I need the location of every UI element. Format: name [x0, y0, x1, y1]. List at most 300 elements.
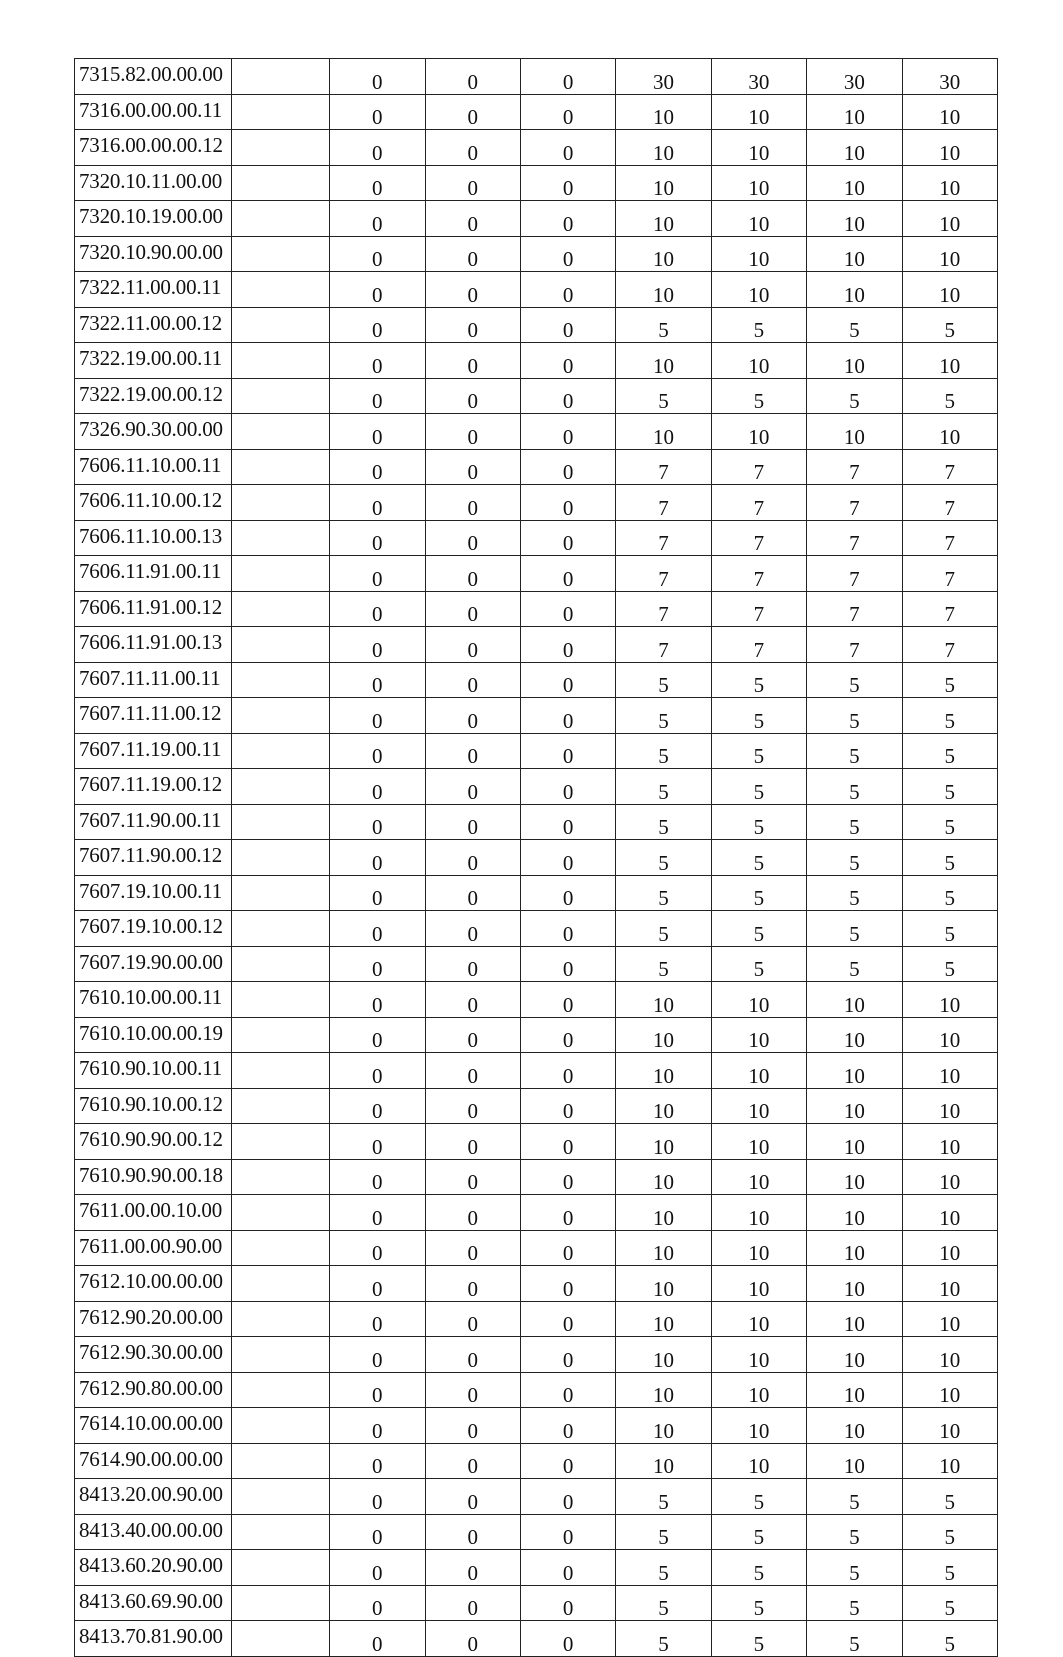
rate-cell: 10 [807, 94, 902, 130]
rate-cell: 0 [520, 1053, 615, 1089]
empty-cell [231, 236, 329, 272]
empty-cell [231, 485, 329, 521]
rate-cell: 0 [520, 1124, 615, 1160]
rate-cell: 10 [616, 94, 711, 130]
rate-cell: 10 [902, 1159, 997, 1195]
rate-cell: 0 [425, 591, 520, 627]
empty-cell [231, 1017, 329, 1053]
rate-cell: 7 [616, 591, 711, 627]
rate-cell: 0 [425, 733, 520, 769]
rate-cell: 0 [330, 1266, 425, 1302]
rate-cell: 0 [330, 1230, 425, 1266]
rate-cell: 10 [902, 1017, 997, 1053]
rate-cell: 5 [616, 307, 711, 343]
tariff-code-cell: 7606.11.91.00.12 [75, 591, 232, 627]
tariff-code-cell: 7610.90.10.00.11 [75, 1053, 232, 1089]
rate-cell: 0 [330, 1088, 425, 1124]
rate-cell: 10 [616, 1053, 711, 1089]
empty-cell [231, 946, 329, 982]
tariff-code-cell: 7611.00.00.10.00 [75, 1195, 232, 1231]
empty-cell [231, 662, 329, 698]
table-row [75, 1621, 998, 1657]
empty-cell [231, 1408, 329, 1444]
tariff-code-cell: 7326.90.30.00.00 [75, 414, 232, 450]
rate-cell: 10 [616, 1337, 711, 1373]
rate-cell: 0 [330, 556, 425, 592]
empty-cell [231, 1159, 329, 1195]
rate-cell: 0 [520, 840, 615, 876]
rate-cell: 5 [616, 733, 711, 769]
rate-cell: 10 [902, 1266, 997, 1302]
rate-cell: 5 [902, 733, 997, 769]
rate-cell: 0 [520, 1088, 615, 1124]
tariff-rate-table [74, 58, 998, 1657]
rate-cell: 5 [807, 378, 902, 414]
rate-cell: 0 [425, 165, 520, 201]
rate-cell: 10 [711, 982, 806, 1018]
rate-cell: 0 [425, 378, 520, 414]
rate-cell: 0 [425, 804, 520, 840]
rate-cell: 0 [425, 520, 520, 556]
tariff-code-cell: 7606.11.91.00.11 [75, 556, 232, 592]
rate-cell: 7 [711, 627, 806, 663]
rate-cell: 0 [520, 1230, 615, 1266]
rate-cell: 0 [520, 946, 615, 982]
rate-cell: 5 [711, 307, 806, 343]
table-row [75, 520, 998, 556]
rate-cell: 0 [425, 946, 520, 982]
empty-cell [231, 343, 329, 379]
rate-cell: 10 [902, 1408, 997, 1444]
rate-cell: 0 [520, 1479, 615, 1515]
rate-cell: 0 [520, 59, 615, 95]
rate-cell: 10 [616, 1195, 711, 1231]
rate-cell: 5 [711, 733, 806, 769]
rate-cell: 0 [330, 485, 425, 521]
rate-cell: 0 [425, 236, 520, 272]
rate-cell: 0 [330, 840, 425, 876]
rate-cell: 10 [807, 1159, 902, 1195]
rate-cell: 0 [520, 165, 615, 201]
table-row [75, 165, 998, 201]
rate-cell: 0 [425, 698, 520, 734]
rate-cell: 0 [425, 1621, 520, 1657]
rate-cell: 0 [520, 1159, 615, 1195]
rate-cell: 0 [425, 840, 520, 876]
rate-cell: 7 [902, 520, 997, 556]
rate-cell: 0 [425, 627, 520, 663]
rate-cell: 0 [520, 698, 615, 734]
rate-cell: 7 [616, 485, 711, 521]
empty-cell [231, 1337, 329, 1373]
table-row [75, 1408, 998, 1444]
rate-cell: 10 [616, 1443, 711, 1479]
table-row [75, 378, 998, 414]
table-row [75, 946, 998, 982]
rate-cell: 5 [807, 804, 902, 840]
empty-cell [231, 556, 329, 592]
rate-cell: 10 [616, 1124, 711, 1160]
rate-cell: 5 [616, 1479, 711, 1515]
rate-cell: 10 [902, 982, 997, 1018]
table-row [75, 698, 998, 734]
tariff-code-cell: 7320.10.11.00.00 [75, 165, 232, 201]
rate-cell: 5 [616, 662, 711, 698]
rate-cell: 10 [711, 1088, 806, 1124]
rate-cell: 7 [902, 449, 997, 485]
rate-cell: 5 [711, 804, 806, 840]
rate-cell: 0 [520, 627, 615, 663]
rate-cell: 5 [616, 946, 711, 982]
rate-cell: 10 [807, 1337, 902, 1373]
rate-cell: 10 [711, 1408, 806, 1444]
rate-cell: 0 [330, 59, 425, 95]
rate-cell: 10 [902, 165, 997, 201]
rate-cell: 0 [330, 1408, 425, 1444]
rate-cell: 0 [520, 130, 615, 166]
rate-cell: 10 [902, 1088, 997, 1124]
rate-cell: 5 [902, 307, 997, 343]
rate-cell: 7 [616, 627, 711, 663]
empty-cell [231, 911, 329, 947]
rate-cell: 10 [807, 165, 902, 201]
empty-cell [231, 1053, 329, 1089]
rate-cell: 10 [902, 1053, 997, 1089]
table-row [75, 130, 998, 166]
tariff-code-cell: 7607.11.19.00.11 [75, 733, 232, 769]
rate-cell: 5 [807, 1479, 902, 1515]
rate-cell: 0 [520, 94, 615, 130]
rate-cell: 10 [711, 201, 806, 237]
rate-cell: 10 [711, 1337, 806, 1373]
rate-cell: 7 [711, 591, 806, 627]
table-row [75, 1017, 998, 1053]
rate-cell: 10 [807, 1017, 902, 1053]
rate-cell: 10 [902, 1372, 997, 1408]
rate-cell: 10 [902, 1337, 997, 1373]
table-row [75, 1088, 998, 1124]
rate-cell: 0 [520, 591, 615, 627]
table-row [75, 875, 998, 911]
table-row [75, 485, 998, 521]
table-row [75, 1550, 998, 1586]
rate-cell: 0 [330, 982, 425, 1018]
empty-cell [231, 272, 329, 308]
table-row [75, 769, 998, 805]
rate-cell: 5 [902, 662, 997, 698]
tariff-code-cell: 7322.19.00.00.11 [75, 343, 232, 379]
rate-cell: 5 [902, 769, 997, 805]
rate-cell: 0 [520, 1621, 615, 1657]
rate-cell: 5 [807, 662, 902, 698]
rate-cell: 5 [711, 1585, 806, 1621]
rate-cell: 5 [807, 1585, 902, 1621]
rate-cell: 10 [807, 982, 902, 1018]
empty-cell [231, 627, 329, 663]
tariff-code-cell: 7606.11.10.00.11 [75, 449, 232, 485]
rate-cell: 0 [330, 1443, 425, 1479]
rate-cell: 0 [425, 1408, 520, 1444]
empty-cell [231, 307, 329, 343]
rate-cell: 10 [807, 343, 902, 379]
tariff-code-cell: 7614.90.00.00.00 [75, 1443, 232, 1479]
table-row [75, 272, 998, 308]
rate-cell: 0 [520, 307, 615, 343]
table-row [75, 94, 998, 130]
rate-cell: 10 [616, 343, 711, 379]
rate-cell: 10 [902, 1124, 997, 1160]
table-row [75, 804, 998, 840]
rate-cell: 10 [616, 414, 711, 450]
rate-cell: 0 [425, 1266, 520, 1302]
rate-cell: 0 [520, 1337, 615, 1373]
rate-cell: 5 [616, 1550, 711, 1586]
rate-cell: 5 [902, 875, 997, 911]
empty-cell [231, 130, 329, 166]
rate-cell: 0 [425, 662, 520, 698]
table-row [75, 591, 998, 627]
rate-cell: 10 [711, 1301, 806, 1337]
tariff-code-cell: 7610.10.00.00.19 [75, 1017, 232, 1053]
tariff-code-cell: 7316.00.00.00.12 [75, 130, 232, 166]
rate-cell: 10 [902, 236, 997, 272]
tariff-code-cell: 7607.11.11.00.12 [75, 698, 232, 734]
rate-cell: 10 [807, 1124, 902, 1160]
rate-cell: 0 [330, 1479, 425, 1515]
rate-cell: 5 [902, 804, 997, 840]
empty-cell [231, 769, 329, 805]
tariff-code-cell: 7612.90.20.00.00 [75, 1301, 232, 1337]
empty-cell [231, 698, 329, 734]
rate-cell: 0 [330, 946, 425, 982]
rate-cell: 10 [807, 1266, 902, 1302]
rate-cell: 10 [807, 1230, 902, 1266]
rate-cell: 0 [520, 236, 615, 272]
rate-cell: 5 [616, 804, 711, 840]
rate-cell: 0 [425, 1124, 520, 1160]
rate-cell: 5 [902, 378, 997, 414]
rate-cell: 0 [330, 591, 425, 627]
rate-cell: 7 [807, 520, 902, 556]
tariff-code-cell: 7607.19.10.00.12 [75, 911, 232, 947]
rate-cell: 0 [520, 201, 615, 237]
rate-cell: 0 [330, 1621, 425, 1657]
rate-cell: 0 [425, 1443, 520, 1479]
rate-cell: 10 [902, 94, 997, 130]
rate-cell: 0 [330, 1337, 425, 1373]
table-row [75, 1301, 998, 1337]
rate-cell: 0 [425, 982, 520, 1018]
rate-cell: 0 [520, 378, 615, 414]
table-row [75, 307, 998, 343]
tariff-code-cell: 7607.11.90.00.12 [75, 840, 232, 876]
rate-cell: 10 [711, 1372, 806, 1408]
rate-cell: 0 [520, 1408, 615, 1444]
rate-cell: 10 [807, 414, 902, 450]
tariff-code-cell: 7607.11.19.00.12 [75, 769, 232, 805]
rate-cell: 10 [616, 1088, 711, 1124]
rate-cell: 0 [330, 733, 425, 769]
rate-cell: 0 [330, 1124, 425, 1160]
rate-cell: 5 [711, 875, 806, 911]
rate-cell: 7 [902, 627, 997, 663]
rate-cell: 7 [711, 449, 806, 485]
rate-cell: 0 [330, 627, 425, 663]
rate-cell: 10 [616, 1372, 711, 1408]
rate-cell: 0 [520, 982, 615, 1018]
rate-cell: 5 [711, 911, 806, 947]
rate-cell: 10 [711, 1124, 806, 1160]
empty-cell [231, 1479, 329, 1515]
table-row [75, 1124, 998, 1160]
table-body [75, 59, 998, 1657]
table-row [75, 1443, 998, 1479]
empty-cell [231, 1230, 329, 1266]
empty-cell [231, 520, 329, 556]
rate-cell: 0 [330, 769, 425, 805]
rate-cell: 5 [711, 662, 806, 698]
empty-cell [231, 804, 329, 840]
rate-cell: 5 [711, 1621, 806, 1657]
rate-cell: 5 [807, 946, 902, 982]
tariff-code-cell: 7606.11.10.00.12 [75, 485, 232, 521]
rate-cell: 0 [330, 130, 425, 166]
rate-cell: 0 [520, 1017, 615, 1053]
rate-cell: 0 [330, 1585, 425, 1621]
rate-cell: 0 [520, 662, 615, 698]
rate-cell: 10 [902, 1443, 997, 1479]
table-row [75, 982, 998, 1018]
tariff-code-cell: 7610.90.10.00.12 [75, 1088, 232, 1124]
rate-cell: 10 [616, 1266, 711, 1302]
tariff-code-cell: 7320.10.90.00.00 [75, 236, 232, 272]
empty-cell [231, 94, 329, 130]
rate-cell: 0 [330, 1550, 425, 1586]
rate-cell: 0 [330, 201, 425, 237]
rate-cell: 5 [807, 911, 902, 947]
rate-cell: 5 [711, 769, 806, 805]
rate-cell: 0 [330, 1195, 425, 1231]
rate-cell: 0 [425, 1585, 520, 1621]
rate-cell: 10 [902, 414, 997, 450]
rate-cell: 0 [425, 1479, 520, 1515]
rate-cell: 5 [902, 840, 997, 876]
table-row [75, 1514, 998, 1550]
rate-cell: 0 [520, 1550, 615, 1586]
tariff-code-cell: 7610.90.90.00.18 [75, 1159, 232, 1195]
rate-cell: 0 [425, 414, 520, 450]
rate-cell: 7 [807, 449, 902, 485]
rate-cell: 5 [807, 307, 902, 343]
rate-cell: 7 [902, 556, 997, 592]
rate-cell: 0 [330, 165, 425, 201]
table-row [75, 1195, 998, 1231]
rate-cell: 10 [616, 1408, 711, 1444]
empty-cell [231, 733, 329, 769]
rate-cell: 10 [616, 130, 711, 166]
rate-cell: 7 [807, 591, 902, 627]
rate-cell: 10 [711, 414, 806, 450]
rate-cell: 0 [425, 307, 520, 343]
rate-cell: 0 [330, 449, 425, 485]
tariff-code-cell: 7322.19.00.00.12 [75, 378, 232, 414]
rate-cell: 0 [425, 1301, 520, 1337]
tariff-code-cell: 7607.19.90.00.00 [75, 946, 232, 982]
table-row [75, 627, 998, 663]
rate-cell: 5 [807, 1514, 902, 1550]
rate-cell: 0 [425, 1053, 520, 1089]
tariff-code-cell: 8413.40.00.00.00 [75, 1514, 232, 1550]
empty-cell [231, 59, 329, 95]
rate-cell: 0 [520, 1301, 615, 1337]
rate-cell: 0 [425, 272, 520, 308]
rate-cell: 0 [520, 1266, 615, 1302]
rate-cell: 0 [425, 1372, 520, 1408]
rate-cell: 0 [425, 485, 520, 521]
rate-cell: 0 [425, 1550, 520, 1586]
tariff-code-cell: 7606.11.10.00.13 [75, 520, 232, 556]
rate-cell: 10 [807, 201, 902, 237]
rate-cell: 10 [902, 272, 997, 308]
rate-cell: 0 [330, 236, 425, 272]
rate-cell: 10 [807, 272, 902, 308]
rate-cell: 0 [330, 875, 425, 911]
rate-cell: 0 [330, 1053, 425, 1089]
empty-cell [231, 165, 329, 201]
rate-cell: 5 [616, 840, 711, 876]
rate-cell: 5 [711, 378, 806, 414]
rate-cell: 5 [902, 1479, 997, 1515]
table-row [75, 1266, 998, 1302]
rate-cell: 5 [807, 769, 902, 805]
empty-cell [231, 1301, 329, 1337]
rate-cell: 5 [616, 911, 711, 947]
empty-cell [231, 1266, 329, 1302]
table-row [75, 449, 998, 485]
rate-cell: 10 [807, 1372, 902, 1408]
tariff-code-cell: 7614.10.00.00.00 [75, 1408, 232, 1444]
rate-cell: 5 [616, 1621, 711, 1657]
table-row [75, 1479, 998, 1515]
rate-cell: 7 [616, 449, 711, 485]
rate-cell: 10 [616, 201, 711, 237]
rate-cell: 10 [902, 130, 997, 166]
empty-cell [231, 1621, 329, 1657]
rate-cell: 10 [902, 343, 997, 379]
rate-cell: 0 [330, 94, 425, 130]
empty-cell [231, 414, 329, 450]
rate-cell: 0 [520, 1443, 615, 1479]
tariff-code-cell: 8413.60.20.90.00 [75, 1550, 232, 1586]
rate-cell: 10 [711, 1159, 806, 1195]
rate-cell: 10 [807, 236, 902, 272]
rate-cell: 10 [711, 1053, 806, 1089]
rate-cell: 10 [711, 1017, 806, 1053]
tariff-code-cell: 7316.00.00.00.11 [75, 94, 232, 130]
rate-cell: 10 [807, 1408, 902, 1444]
rate-cell: 5 [711, 946, 806, 982]
rate-cell: 0 [520, 804, 615, 840]
rate-cell: 0 [425, 1230, 520, 1266]
rate-cell: 5 [902, 698, 997, 734]
rate-cell: 0 [425, 201, 520, 237]
rate-cell: 5 [616, 1585, 711, 1621]
rate-cell: 10 [711, 94, 806, 130]
rate-cell: 5 [902, 1550, 997, 1586]
rate-cell: 10 [711, 1195, 806, 1231]
rate-cell: 5 [616, 875, 711, 911]
rate-cell: 10 [711, 1266, 806, 1302]
